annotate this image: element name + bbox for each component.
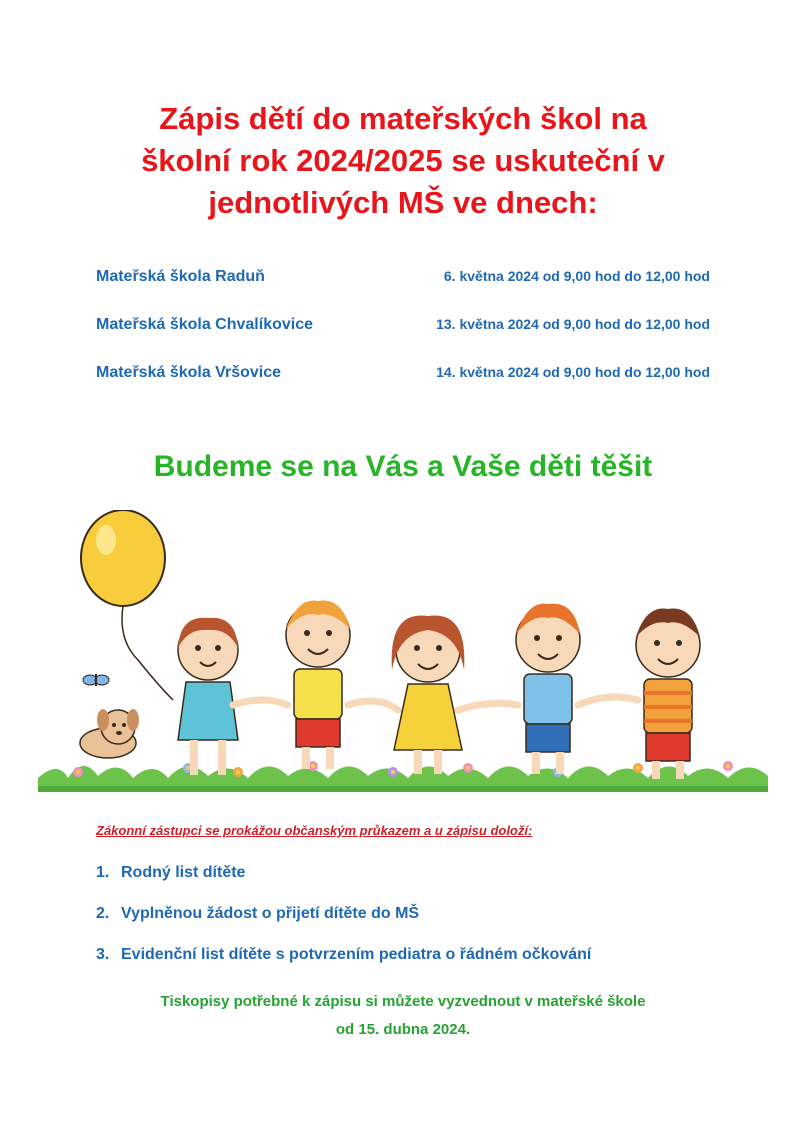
page-title bbox=[0, 98, 806, 224]
list-number: 1. bbox=[96, 864, 110, 881]
footer-text bbox=[0, 988, 806, 1044]
enrollment-date: 6. května 2024 od 9,00 hod do 12,00 hod bbox=[443, 268, 710, 284]
schedule-row bbox=[96, 268, 710, 316]
footer-line-1: Tiskopisy potřebné k zápisu si můžete vyzvednout v mateřské škole bbox=[160, 993, 646, 1010]
children-illustration-icon bbox=[38, 510, 768, 800]
title-line-2: školní rok 2024/2025 se uskuteční v bbox=[141, 143, 665, 178]
list-item bbox=[96, 946, 591, 987]
school-name: Mateřská škola Chvalíkovice bbox=[96, 316, 314, 333]
title-line-3: jednotlivých MŠ ve dnech: bbox=[208, 185, 598, 220]
documents-list bbox=[96, 864, 591, 987]
schedule-row bbox=[96, 316, 710, 364]
list-item bbox=[96, 864, 591, 905]
school-name: Mateřská škola Raduň bbox=[96, 268, 265, 285]
list-number: 3. bbox=[96, 946, 110, 963]
title-line-1: Zápis dětí do mateřských škol na bbox=[159, 101, 647, 136]
school-name: Mateřská škola Vršovice bbox=[96, 364, 282, 381]
schedule-list bbox=[96, 268, 710, 412]
schedule-row bbox=[96, 364, 710, 412]
list-text: Rodný list dítěte bbox=[121, 864, 246, 881]
notice-text: Zákonní zástupci se prokážou občanským průkazem a u zápisu doloží: bbox=[96, 823, 533, 838]
greeting-text: Budeme se na Vás a Vaše děti těšit bbox=[153, 450, 653, 483]
enrollment-date: 13. května 2024 od 9,00 hod do 12,00 hod bbox=[436, 316, 710, 332]
list-item bbox=[96, 905, 591, 946]
footer-line-2: od 15. dubna 2024. bbox=[335, 1021, 471, 1038]
list-text: Evidenční list dítěte s potvrzením pediatra o řádném očkování bbox=[121, 946, 592, 963]
enrollment-date: 14. května 2024 od 9,00 hod do 12,00 hod bbox=[436, 364, 710, 380]
list-number: 2. bbox=[96, 905, 110, 922]
list-text: Vyplněnou žádost o přijetí dítěte do MŠ bbox=[121, 905, 420, 922]
